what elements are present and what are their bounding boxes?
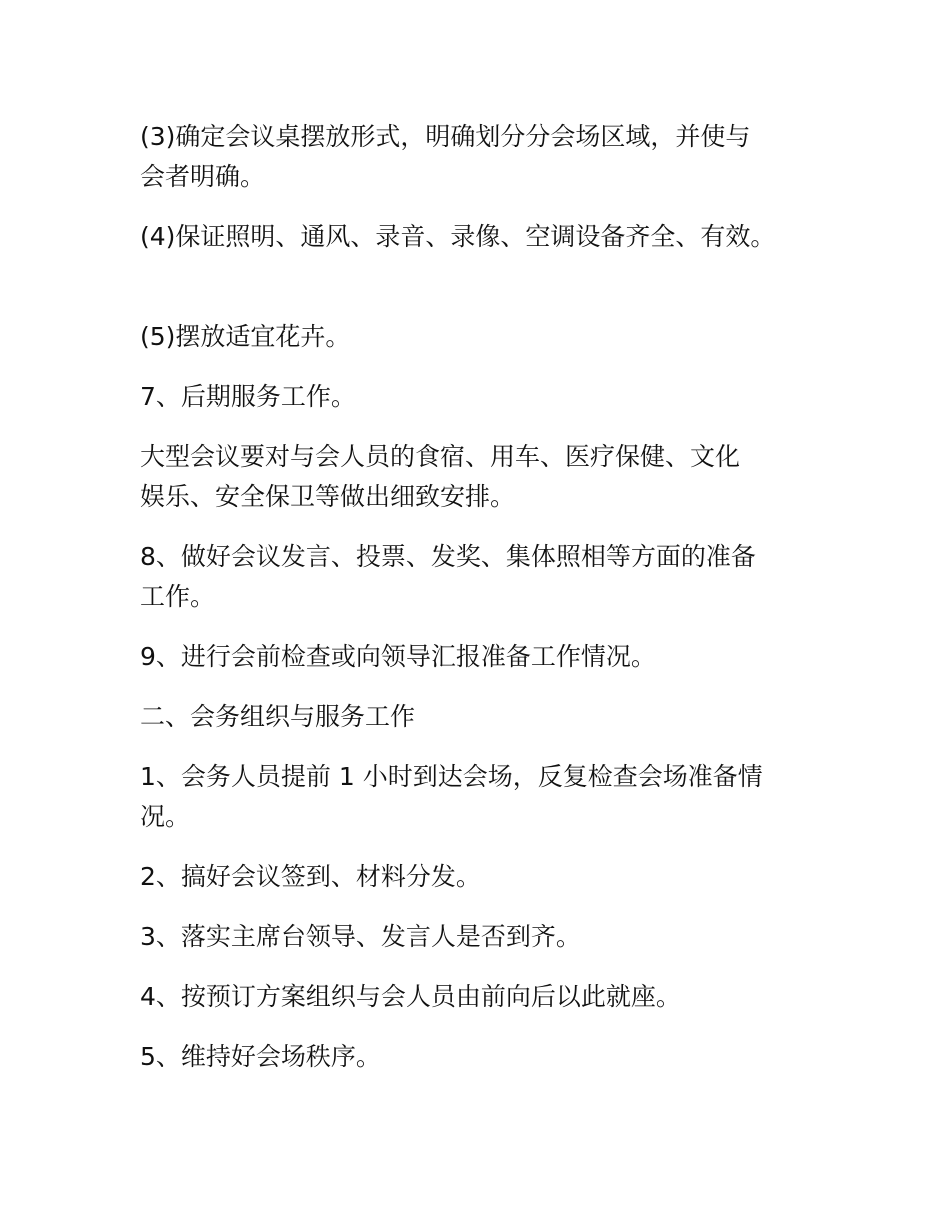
text-line-10: 9、进行会前检查或向领导汇报准备工作情况。 xyxy=(140,642,656,671)
text-line-12: 1、会务人员提前 1 小时到达会场，反复检查会场准备情 xyxy=(140,762,763,791)
text-line-8: 8、做好会议发言、投票、发奖、集体照相等方面的准备 xyxy=(140,542,756,571)
text-line-17: 5、维持好会场秩序。 xyxy=(140,1042,381,1071)
text-line-4: (5)摆放适宜花卉。 xyxy=(140,322,351,351)
text-line-5: 7、后期服务工作。 xyxy=(140,382,356,411)
text-line-7: 娱乐、安全保卫等做出细致安排。 xyxy=(140,482,516,511)
text-line-13: 况。 xyxy=(140,802,191,831)
text-line-15: 3、落实主席台领导、发言人是否到齐。 xyxy=(140,922,581,951)
text-line-14: 2、搞好会议签到、材料分发。 xyxy=(140,862,481,891)
section-heading: 二、会务组织与服务工作 xyxy=(140,702,416,731)
text-line-1: (3)确定会议桌摆放形式，明确划分分会场区域，并使与 xyxy=(140,122,751,151)
text-line-6: 大型会议要对与会人员的食宿、用车、医疗保健、文化 xyxy=(140,442,741,471)
text-line-2: 会者明确。 xyxy=(140,162,266,191)
text-line-16: 4、按预订方案组织与会人员由前向后以此就座。 xyxy=(140,982,681,1011)
text-line-3: (4)保证照明、通风、录音、录像、空调设备齐全、有效。 xyxy=(140,222,776,251)
text-line-9: 工作。 xyxy=(140,582,216,611)
